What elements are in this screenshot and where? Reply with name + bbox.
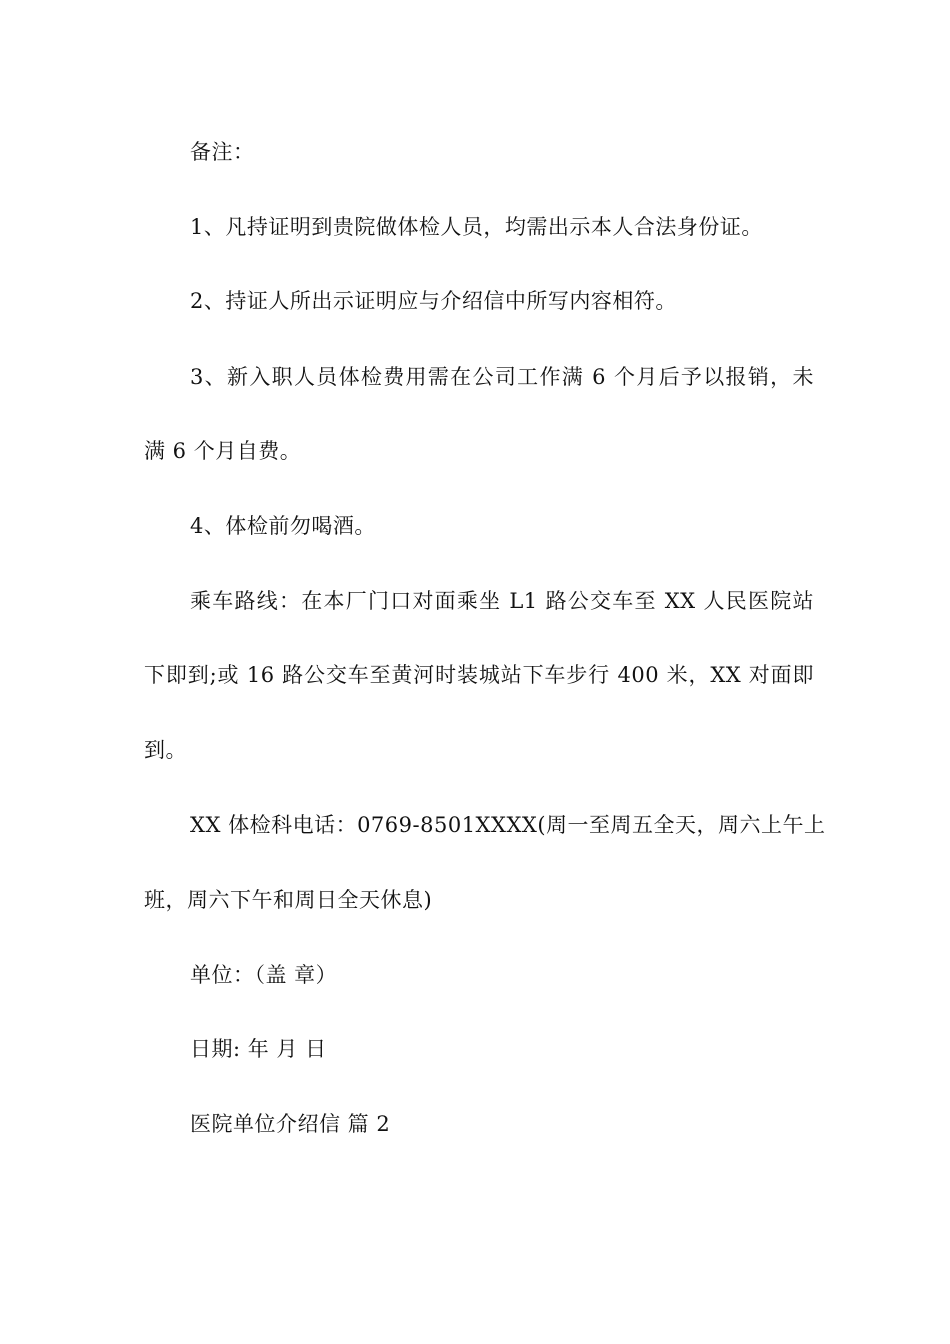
route-line-1: 乘车路线：在本厂门口对面乘坐 L1 路公交车至 XX 人民医院站 (190, 589, 814, 613)
route-line-3: 到。 (144, 738, 187, 762)
route-line-2: 下即到;或 16 路公交车至黄河时装城站下车步行 400 米，XX 对面即 (144, 663, 814, 687)
note-item-3-line-2: 满 6 个月自费。 (144, 439, 302, 463)
unit-stamp-line: 单位：（盖 章） (190, 963, 338, 987)
phone-line-1: XX 体检科电话：0769-8501XXXX(周一至周五全天，周六上午上 (190, 813, 826, 837)
note-item-3-line-1: 3、新入职人员体检费用需在公司工作满 6 个月后予以报销，未 (190, 365, 814, 389)
note-heading: 备注： (190, 140, 255, 164)
note-item-2: 2、持证人所出示证明应与介绍信中所写内容相符。 (190, 289, 677, 313)
note-item-4: 4、体检前勿喝酒。 (190, 514, 376, 538)
note-item-1: 1、凡持证明到贵院做体检人员，均需出示本人合法身份证。 (190, 215, 763, 239)
phone-line-2: 班，周六下午和周日全天休息) (144, 888, 433, 912)
date-line: 日期: 年 月 日 (190, 1037, 327, 1061)
next-section-title: 医院单位介绍信 篇 2 (190, 1112, 391, 1136)
